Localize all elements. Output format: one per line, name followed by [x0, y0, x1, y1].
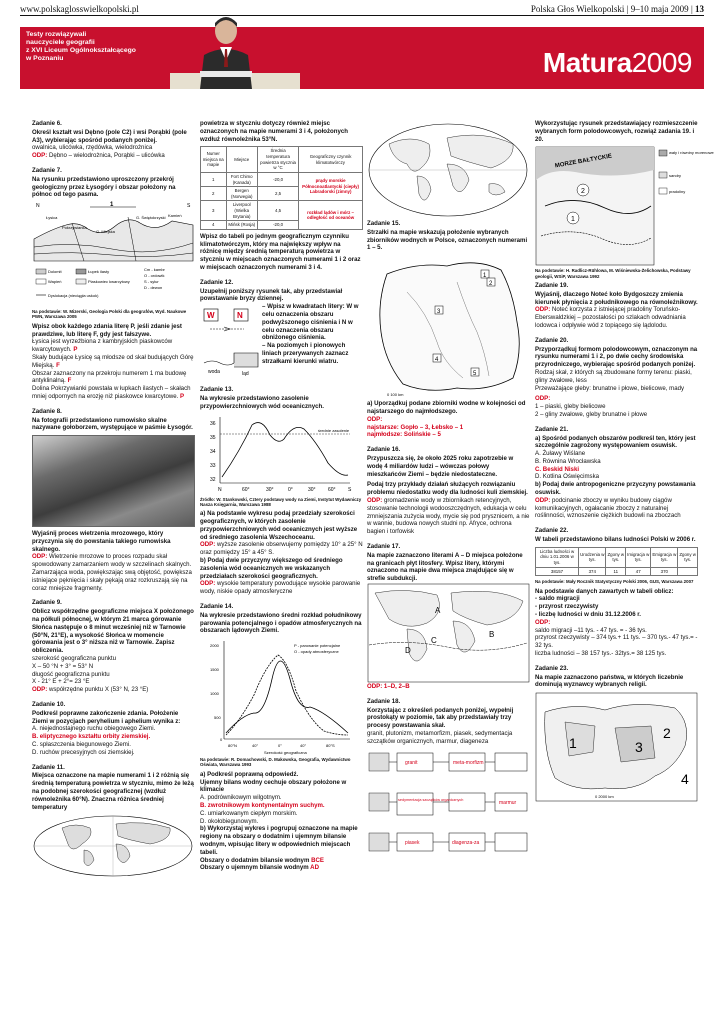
svg-text:3: 3 — [635, 739, 643, 756]
task-9 — [32, 599, 195, 694]
label-woda: woda — [208, 369, 220, 376]
svg-text:średnie zasolenie: średnie zasolenie — [318, 427, 350, 433]
task-answer — [32, 686, 195, 694]
page-info: Polska Głos Wielkopolski | 9–10 maja 2009 | 13 — [530, 4, 704, 14]
banner-line: nauczyciele geografii — [26, 39, 95, 47]
task-title: Zadanie 22. — [535, 527, 569, 535]
figure-caption: Na podstawie: H. Radlicz-Rühlowa, M. Wiśniewska-Żelichowska, Podstawy geologii, WSiP, Warszawa 1992 — [535, 268, 691, 279]
task-23 — [535, 665, 698, 802]
breeze-instructions — [262, 303, 363, 365]
answer-line: saldo migracji –11 tys. - 47 tys. = - 36 tys. — [535, 626, 647, 634]
svg-text:C: C — [431, 635, 437, 645]
svg-text:O - opady atmosferyczne: O - opady atmosferyczne — [294, 649, 339, 655]
answer-text: gromadzenie wody w zbiornikach retencyjnych, stosowanie technologii wodooszczędnych, edukacja w celu zmniejszania zużycia wody, mycie się pod prysznicem, a nie w wannie, budowa nowych studni np. Afryce, ochrona bagien i torfowisk — [367, 496, 530, 536]
odp-label: ODP: — [535, 306, 551, 314]
task-10 — [32, 701, 195, 757]
area-1-label: 1 — [110, 202, 114, 209]
task-title: Zadanie 8. — [32, 407, 62, 415]
table-header: Miejsce — [226, 147, 257, 173]
svg-text:35: 35 — [210, 434, 216, 441]
svg-text:1: 1 — [483, 273, 487, 280]
label-lad: ląd — [242, 371, 249, 378]
svg-text:1: 1 — [569, 735, 577, 752]
answer-label: Obszary o ujemnym bilansie wodnym — [200, 864, 309, 872]
statement-text: Dolina Pokrzywianki powstała w łupkach ilastych – skałach mniej odpornych na erozję niż piaskowce kwarcytowe. — [32, 385, 191, 400]
svg-text:32: 32 — [210, 476, 216, 483]
task-12 — [200, 279, 363, 379]
page-number: 13 — [695, 4, 704, 14]
answer-text: wyższe zasolenie obserwujemy pomiędzy 10° a 25° N oraz pomiędzy 15° a 45° S. — [200, 541, 363, 557]
table-header: Numer miejsca na mapie — [201, 147, 227, 173]
box-marmur: marmur — [499, 799, 517, 806]
legend-sandry: sandry — [669, 173, 682, 179]
answer-text: wysokie temperatury powodujące wysokie parowanie wody, niskie opady atmosferyczne — [200, 580, 361, 596]
statement — [32, 338, 195, 354]
svg-text:N: N — [218, 486, 222, 493]
table-row — [536, 567, 698, 576]
instruction-line: – Na poziomych i pionowych liniach przerywanych zaznacz strzałkami kierunki wiatru. — [262, 342, 349, 365]
answer-text: Dębno – wielodrożnica, Porąbki – ulicówka — [48, 152, 165, 160]
box-diageneza: diagenza-za — [452, 839, 480, 846]
table-header: Urodzenia w tys. — [579, 547, 606, 567]
svg-text:D: D — [405, 645, 411, 655]
task-question: a) Uporządkuj podane zbiorniki wodne w kolejności od najstarszego do najmłodszego. — [367, 400, 526, 415]
world-map-task-11 — [32, 814, 195, 878]
table-cell: 4,5 — [257, 201, 298, 221]
svg-text:1500: 1500 — [210, 667, 219, 673]
task-question: Przypuszcza się, że około 2025 roku zapotrzebie w wodę 4 miliardów ludzi – wówczas połowy mieszkańców Ziemi – będzie niedostateczne. — [367, 454, 514, 478]
legend-s: S - sylur — [144, 279, 159, 285]
table-header: Zgony w tys. — [678, 547, 698, 567]
table-cell: rozkład lądów i mórz – odległość od oceanów — [299, 201, 363, 230]
calc-line: X - 21° E + 2°= 23 °E — [32, 678, 90, 686]
svg-text:1: 1 — [571, 216, 575, 224]
box-metamorfizm: meta-morfizm — [453, 759, 484, 766]
label-kamien: Kamień — [168, 213, 182, 219]
task-title: Zadanie 10. — [32, 701, 66, 709]
svg-text:500: 500 — [214, 715, 221, 721]
label-baltic-sea: MORZE BAŁTYCKIE — [554, 153, 613, 170]
answer-row — [200, 857, 363, 865]
answer-label: Obszary o dodatnim bilansie wodnym — [200, 856, 310, 864]
figure-caption: Na podstawie: Mały Rocznik Statystyczny Polski 2006, GUS, Warszawa 2007 — [535, 579, 694, 585]
task-question: Oblicz współrzędne geograficzne miejsca X położonego na półkuli północnej, w którym 21 marca górowanie Słońca następuje o 8 minut wcześniej niż w Tarnowie (50°N, 21°E), a wysokość Słońca w momencie górowania jest o 3° niższa niż w Tarnowie. Zapisz obliczenia. — [32, 608, 194, 655]
task-instruction: Wpisz obok każdego zdania literę P, jeśli zdanie jest prawdziwe, lub literę F, gdy jest fałszywe. — [32, 322, 182, 338]
svg-text:3: 3 — [437, 309, 441, 316]
svg-text:30°: 30° — [308, 486, 316, 493]
option-c: C. Beskid Niski — [535, 465, 580, 473]
table-cell: 4 — [201, 221, 227, 230]
task-answer — [200, 580, 363, 596]
task-answer — [535, 306, 698, 329]
legend-pradoliny: pradoliny — [669, 189, 686, 195]
svg-text:S: S — [348, 486, 352, 493]
task-title: Zadanie 15. — [367, 220, 401, 227]
box-sedymentacja: sedymentacja szczątków organicznych — [398, 797, 464, 802]
task-16 — [367, 446, 530, 536]
answer-value: BCE — [311, 856, 324, 864]
odp-label: ODP: — [32, 152, 48, 160]
legend-dyslokacja: Dyslokacja (nieciągła uskok) — [48, 293, 99, 299]
task-options: granit, plutonizm, metamorfizm, piasek, sedymentacja szczątków organicznych, marmur, diageneza — [367, 729, 513, 745]
table-cell: 38157 — [536, 567, 579, 576]
poland-map — [367, 252, 530, 400]
svg-text:34: 34 — [210, 448, 216, 455]
task-options: Przeważające gleby: brunatne i płowe, bielicowe, mady — [535, 384, 685, 392]
option-b: B. zwrotnikowym kontynentalnym suchym. — [200, 801, 325, 809]
odp-label: ODP: — [200, 541, 216, 549]
task-7 — [32, 167, 195, 401]
svg-text:0°: 0° — [288, 486, 293, 493]
goloborze-photo — [32, 435, 195, 527]
statement-text: Obszar zaznaczony na przekroju numerem 1 ma budowę antyklinalną. — [32, 369, 187, 385]
answer-text: Wietrzenie mrozowe to proces rozpadu skał spowodowany zamarzaniem wody w szczelinach skalnych. Zamarzająca woda, powiększając swą objętość, powiększa istniejące pęknięcia i skały pękają oraz rozkruszają się na coraz mniejsze fragmenty. — [32, 553, 192, 592]
answer-line: ODP: 1–D, 2–B — [367, 682, 410, 690]
instruction-line: - przyrost rzeczywisty — [535, 603, 599, 611]
column-4 — [535, 120, 714, 809]
task-question: Na wykresie przedstawiono średni rozkład południkowy parowania potencjalnego i opadów atmosferycznych na obszarach lądowych Ziemi. — [200, 611, 362, 635]
plate-map — [367, 583, 530, 683]
table-cell: Bergen (Norwegia) — [226, 187, 257, 201]
box-piasek: piasek — [405, 839, 420, 846]
table-cell: -20,0 — [257, 172, 298, 186]
task-question: Na mapie zaznaczono państwa, w których liczebnie dominują wyznawcy wybranych religii. — [535, 673, 684, 689]
task-20 — [535, 337, 698, 419]
population-table — [535, 547, 698, 577]
figure-caption: Na podstawie: W. Mizerski, Geologia Polski dla geografów, Wyd. Naukowe PWN, Warszawa 2005 — [32, 309, 187, 320]
statement-text: Łysica jest wyrzeźbiona z kambryjskich piaskowców kwarcytowych. — [32, 338, 173, 354]
task-question: Na wykresie przedstawiono zasolenie przypowierzchniowych wód oceanicznych. — [200, 395, 324, 410]
task-question: Uzupełnij poniższy rysunek tak, aby przedstawiał powstawanie bryzy dziennej. — [200, 287, 343, 303]
svg-text:0 100 km: 0 100 km — [387, 392, 404, 398]
task-question: Strzałki na mapie wskazują położenie wybranych zbiorników wodnych w Polsce, oznaczonych numerami 1 – 5. — [367, 228, 528, 252]
task-question: Podkreśl poprawne zakończenie zdania. Położenie Ziemi w pozycjach peryhelium i aphelium wynika z: — [32, 709, 181, 725]
answer-value: AD — [310, 864, 319, 872]
label-gora-miejska: G. Miejska — [96, 229, 115, 235]
legend-lupek: Łupek ilasty — [88, 269, 110, 275]
option-d: D. Kotlina Oświęcimska — [535, 473, 600, 481]
svg-text:36: 36 — [210, 420, 216, 427]
statement-answer: P — [180, 392, 185, 400]
section-intro: Wykorzystując rysunek przedstawiający rozmieszczenie wybranych form polodowcowych, rozwiąż zadania 19. i 20. — [535, 120, 698, 143]
statement — [32, 370, 195, 386]
task-question: Określ kształt wsi Dębno (pole C2) i wsi Porąbki (pole A3), wybierając spośród podanych poniżej. — [32, 128, 187, 144]
instruction-line: - liczbę ludności w dniu 31.12.2006 r. — [535, 611, 642, 619]
table-cell: prądy morskie Północnoatlantycki (ciepły) Labradorski (zimny) — [299, 172, 363, 201]
answer-text: podcinanie zboczy w wyniku budowy ciągów komunikacyjnych, ogałacanie zboczy z naturalnej roślinności, wznoszenie ciężkich budowli na zboczach — [535, 496, 681, 520]
task-instruction: Na podstawie danych zawartych w tabeli oblicz: — [535, 587, 674, 595]
paper-name: Polska Głos Wielkopolski — [530, 4, 625, 14]
option-a: A. Żuławy Wiślane — [535, 450, 586, 458]
task-6 — [32, 120, 195, 160]
legend-wapien: Wapień — [48, 279, 62, 285]
top-bar — [20, 4, 704, 16]
calc-line: X – 50 °N + 3° = 53° N — [32, 662, 94, 670]
svg-text:4: 4 — [681, 771, 689, 788]
task-title: Zadanie 14. — [200, 602, 234, 610]
teacher-portrait-icon — [194, 9, 258, 89]
religion-map — [535, 692, 698, 802]
task-title: Zadanie 18. — [367, 697, 401, 705]
option-c: C. umiarkowanym ciepłym morskim. — [200, 809, 298, 817]
statement-answer: P — [73, 346, 78, 354]
svg-text:33: 33 — [210, 462, 216, 469]
task-title: Zadanie 9. — [32, 599, 62, 607]
rock-process-diagram — [367, 749, 530, 865]
table-cell: 3 — [201, 201, 227, 221]
task-answer — [200, 541, 363, 557]
compass-n: N — [36, 203, 40, 210]
table-header: Geograficzny czynnik klimatotwórczy — [299, 147, 363, 173]
box-n: N — [237, 311, 243, 321]
svg-text:40°: 40° — [252, 743, 259, 749]
task-question-cont: powietrza w styczniu dotyczy również miejsc oznaczonych na mapie numerami 3 i 4, położonych wzdłuż równoleżnika 53°N. — [200, 120, 348, 143]
table-cell: 374 — [579, 567, 606, 576]
table-cell — [678, 567, 698, 576]
task-title: Zadanie 13. — [200, 386, 234, 394]
svg-text:0: 0 — [220, 737, 223, 743]
legend-o: O - ordowik — [144, 273, 165, 279]
answer-line: najmłodsze: Solińskie – 5 — [367, 431, 441, 439]
task-title: Zadanie 17. — [367, 542, 401, 550]
answer-line: 2 – gliny zwałowe, gleby brunatne i płowe — [535, 410, 648, 418]
odp-label: ODP: — [367, 496, 383, 504]
legend-d: D - dewon — [144, 285, 163, 291]
odp-label: ODP: — [535, 496, 551, 504]
brand-word: Matura — [542, 47, 632, 78]
svg-text:2: 2 — [489, 281, 493, 288]
task-21 — [535, 426, 698, 521]
legend-piaskowiec: Piaskowiec kwarcytowy — [88, 279, 130, 285]
statement — [32, 354, 195, 370]
task-question: Na mapie zaznaczono literami A – D miejsca położone na granicach płyt litosfery. Wpisz litery, którymi oznaczono na mapie dwa miejsca znajdujące się w strefie subdukcji. — [367, 551, 523, 583]
task-8 — [32, 408, 195, 593]
task-18 — [367, 698, 530, 865]
odp-label: ODP: — [32, 686, 48, 694]
answer-line: przyrost rzeczywisty – 374 tys.+ 11 tys. – 370 tys.- 47 tys.= - 32 tys. — [535, 634, 698, 650]
table-cell: 1 — [201, 172, 227, 186]
svg-text:5: 5 — [473, 371, 477, 378]
banner-line: z XVI Liceum Ogólnokształcącego — [26, 47, 136, 55]
table-row — [201, 172, 363, 186]
table-header: Zgony w tys. — [606, 547, 626, 567]
answer-line: liczba ludności – 38 157 tys.- 32tys.= 38 125 tys. — [535, 650, 667, 658]
option-d: D. ruchów precesyjnych osi ziemskiej. — [32, 748, 135, 756]
task-title: Zadanie 19. — [535, 281, 569, 289]
table-header: Imigracja w tys. — [626, 547, 651, 567]
task-14 — [200, 603, 363, 872]
svg-text:P - parowanie potencjalne: P - parowanie potencjalne — [294, 643, 341, 649]
task-question: b) Wykorzystaj wykres i pogrupuj oznaczone na mapie regiony na obszary o dodatnim i ujemnym bilansie wodnym, wpisując litery w odpowiednich miejscach tabeli. — [200, 825, 358, 856]
table-cell: Liverpool (Wielka Brytania) — [226, 201, 257, 221]
matura-logo — [543, 45, 692, 81]
task-question: b) Podaj dwie przyczyny większego od średniego zasolenia wód oceanicznych we wskazanych przedziałach szerokości geograficznych. — [200, 557, 343, 580]
task-answer — [535, 497, 698, 520]
task-title: Zadanie 16. — [367, 446, 401, 454]
task-question: Korzystając z określeń podanych poniżej, wypełnij prostokąty w poziomie, tak aby przedstawiały trzy procesy powstawania skał. — [367, 706, 514, 730]
figure-caption: Na podstawie: R. Domachowski, D. Makowska, Geografia, Wydawnictwo Oświata, Warszawa 1993 — [200, 757, 351, 768]
table-cell: 370 — [651, 567, 678, 576]
site-url[interactable]: www.polskaglosswielkopolski.pl — [20, 4, 139, 14]
svg-text:60°: 60° — [328, 486, 336, 493]
task-question: Miejsca oznaczone na mapie numerami 1 i 2 różnią się średnią temperaturą powietrza w styczniu, mimo że leżą na podobnej szerokości geograficznej (wzdłuż równoleżnika 60°N). Znaczna różnica średniej temperatury — [32, 772, 194, 811]
task-options: Rodzaj skał, z których są zbudowane formy terenu: piaski, gliny zwałowe, less — [535, 368, 692, 384]
column-1 — [32, 120, 195, 885]
task-question: Podaj trzy przykłady działań służących rozwiązaniu problemu niedostatku wody dla ludności kuli ziemskiej. — [367, 481, 528, 497]
figure-caption: Źródło: W. Stankowski, Cztery podstawy wody na Ziemi, Instytut Wydawniczy Nasza Księgarnia, Warszawa 1988 — [200, 496, 362, 507]
table-cell: 2,5 — [257, 187, 298, 201]
salinity-chart — [200, 411, 363, 495]
svg-text:80°S: 80°S — [326, 743, 335, 749]
world-map-task-14 — [367, 120, 530, 220]
brand-year: 2009 — [631, 47, 692, 78]
banner-text — [26, 31, 146, 63]
task-answer — [32, 553, 195, 592]
table-cell: -20,0 — [257, 221, 298, 230]
task-question: W tabeli przedstawiono bilans ludności Polski w 2006 r. — [535, 536, 696, 544]
option-b: B. eliptycznego kształtu orbity ziemskiej. — [32, 733, 151, 741]
glacial-forms-map — [535, 146, 714, 266]
svg-text:2: 2 — [581, 188, 585, 196]
task-question: Na fotografii przedstawiono rumowisko skalne nazywane gołoborzem, występujące w paśmie Łysogór. — [32, 416, 193, 432]
task-title: Zadanie 23. — [535, 664, 569, 672]
evaporation-chart — [200, 635, 363, 755]
task-question: Wyjaśnij proces wietrzenia mrozowego, który przyczynia się do powstania takiego rumowiska skalnego. — [32, 530, 171, 553]
statement-answer: F — [56, 361, 60, 369]
svg-text:2: 2 — [663, 725, 671, 742]
task-19 — [535, 282, 698, 330]
svg-text:4: 4 — [435, 357, 439, 364]
task-options: owalnica, ulicówka, rzędówka, wielodrożnica — [32, 144, 153, 152]
task-title: Zadanie 7. — [32, 166, 62, 174]
svg-text:40°: 40° — [300, 743, 307, 749]
compass-s: S — [187, 203, 191, 210]
statement — [32, 385, 195, 401]
option-d: D. okołobiegunowym. — [200, 817, 259, 825]
task-title: Zadanie 12. — [200, 278, 234, 286]
task-question: a) Podkreśl poprawną odpowiedź. — [200, 770, 299, 778]
option-a: A. podrównikowym wilgotnym. — [200, 794, 282, 802]
task-answer — [367, 497, 530, 536]
task-17 — [367, 543, 530, 691]
matura-banner — [20, 27, 704, 89]
table-cell: 2 — [201, 187, 227, 201]
odp-label: ODP: — [367, 415, 383, 423]
task-22 — [535, 527, 698, 658]
answer-line: najstarsze: Gopło – 3, Łebsko – 1 — [367, 423, 464, 431]
label-swietokrzyski: G. Świętokrzyski — [136, 215, 166, 221]
table-row — [201, 201, 363, 221]
task-answer — [32, 152, 195, 160]
svg-text:Szerokość geograficzna: Szerokość geograficzna — [264, 750, 307, 756]
option-c: C. spłaszczenia biegunowego Ziemi. — [32, 741, 131, 749]
climate-table — [200, 146, 363, 230]
legend-cm: Cm - kambr — [144, 267, 165, 273]
svg-text:80°N: 80°N — [228, 743, 237, 749]
instruction-line: - saldo migracji — [535, 595, 580, 603]
statement-answer: F — [67, 377, 72, 385]
column-3 — [367, 120, 530, 872]
table-header: Emigracja w tys. — [651, 547, 678, 567]
breeze-block — [200, 303, 363, 379]
task-question: Ujemny bilans wodny cechuje obszary położone w klimacie — [200, 778, 347, 794]
odp-label: ODP: — [535, 618, 551, 626]
svg-text:30°: 30° — [266, 486, 274, 493]
table-header: Średnia temperatura powietrza stycznia w °C — [257, 147, 298, 173]
table-cell: 11 — [606, 567, 626, 576]
issue-date: 9–10 maja 2009 — [630, 4, 689, 14]
geological-cross-section — [32, 199, 195, 307]
task-title: Zadanie 21. — [535, 425, 569, 433]
task-question: Przyporządkuj formom polodowcowym, oznaczonym na rysunku numerami 1 i 2, po dwie cechy środowiska przyrodniczego, wybierając spośród podanych poniżej. — [535, 345, 698, 369]
column-2 — [200, 120, 363, 879]
answer-text: współrzędne punktu X (53° N, 23 °E) — [48, 686, 149, 694]
svg-text:0 2000 km: 0 2000 km — [595, 794, 614, 800]
task-title: Zadanie 20. — [535, 336, 569, 344]
task-instruction: Wpisz do tabeli po jednym geograficznym czynniku klimatotwórczym, który ma największy wpływ na różnicę między średnią temperaturą powietrza w styczniu w miejscach oznaczonych numerami 1 i 2 oraz w miejscach oznaczonych numerami 3 i 4. — [200, 232, 361, 272]
banner-line: w Poznaniu — [26, 55, 64, 63]
instruction-line: – Wpisz w kwadratach litery: W w celu oznaczenia obszaru podwyższonego ciśnienia i N w celu oznaczenia obszaru obniżonego ciśnienia. — [262, 303, 359, 342]
box-w: W — [207, 311, 215, 321]
task-question: b) Podaj dwie antropogeniczne przyczyny powstawania osuwisk. — [535, 481, 696, 497]
svg-text:60°: 60° — [242, 486, 250, 493]
odp-label: ODP: — [32, 553, 48, 561]
option-b: B. Równina Wrocławska — [535, 457, 601, 465]
calc-line: szerokość geograficzna punktu — [32, 655, 117, 663]
label-pokrzywianka: Pokrzywianka — [62, 225, 87, 231]
answer-text: Noteć korzysta z istniejącej pradoliny Toruńsko-Eberswaldzkiej – pozostałości po szlakach odwadniania lodowca i odpływie wód z topiącego się lądolodu. — [535, 306, 686, 329]
svg-text:0°: 0° — [278, 743, 282, 749]
task-title: Zadanie 6. — [32, 120, 62, 127]
calc-line: długość geograficzna punktu — [32, 670, 110, 678]
odp-label: ODP: — [200, 580, 216, 588]
task-15 — [367, 220, 530, 439]
banner-line: Testy rozwiązywali — [26, 31, 87, 38]
legend-dolomit: Dolomit — [48, 269, 62, 275]
svg-text:A: A — [435, 605, 441, 615]
table-cell: 47 — [626, 567, 651, 576]
task-question: Wyjaśnij, dlaczego Noteć koło Bydgoszczy zmienia kierunek płynięcia z południkowego na równoleżnikowy. — [535, 290, 698, 306]
task-title: Zadanie 11. — [32, 763, 65, 771]
answer-row — [200, 864, 363, 872]
task-13 — [200, 386, 363, 596]
table-cell: Fort Chimo (Kanada) — [226, 172, 257, 186]
table-header: Liczba ludności w dniu 1.01.2006 w tys. — [536, 547, 579, 567]
breeze-diagram — [200, 305, 260, 379]
table-cell: Mińsk (Rosja) — [226, 221, 257, 230]
task-11 — [32, 764, 195, 879]
legend-moraines: wały i równiny morenowe — [669, 150, 714, 156]
svg-text:B: B — [489, 629, 495, 639]
option-a: A. niejednostajnego ruchu obiegowego Ziemi. — [32, 725, 156, 733]
svg-text:2000: 2000 — [210, 643, 219, 649]
odp-label: ODP: — [535, 395, 551, 403]
box-granit: granit — [405, 759, 418, 766]
task-question: a) Na podstawie wykresu podaj przedziały szerokości geograficznych, w których zasolenie przypowierzchniowych wód oceanicznych jest wyższe od średniego zasolenia Wszechoceanu. — [200, 510, 358, 541]
label-lysica: Łysica — [46, 215, 58, 221]
task-question: Na rysunku przedstawiono uproszczony przekrój geologiczny przez Łysogóry i obszar położony na północ od tego pasma. — [32, 175, 176, 199]
task-question: a) Spośród podanych obszarów podkreśl ten, który jest szczególnie zagrożony występowaniem osuwisk. — [535, 434, 696, 450]
statement-text: Skały budujące Łysicę są młodsze od skał budujących Górę Miejską. — [32, 353, 194, 369]
answer-line: 1 – piaski, gleby bielicowe — [535, 403, 606, 411]
svg-text:1000: 1000 — [210, 691, 219, 697]
